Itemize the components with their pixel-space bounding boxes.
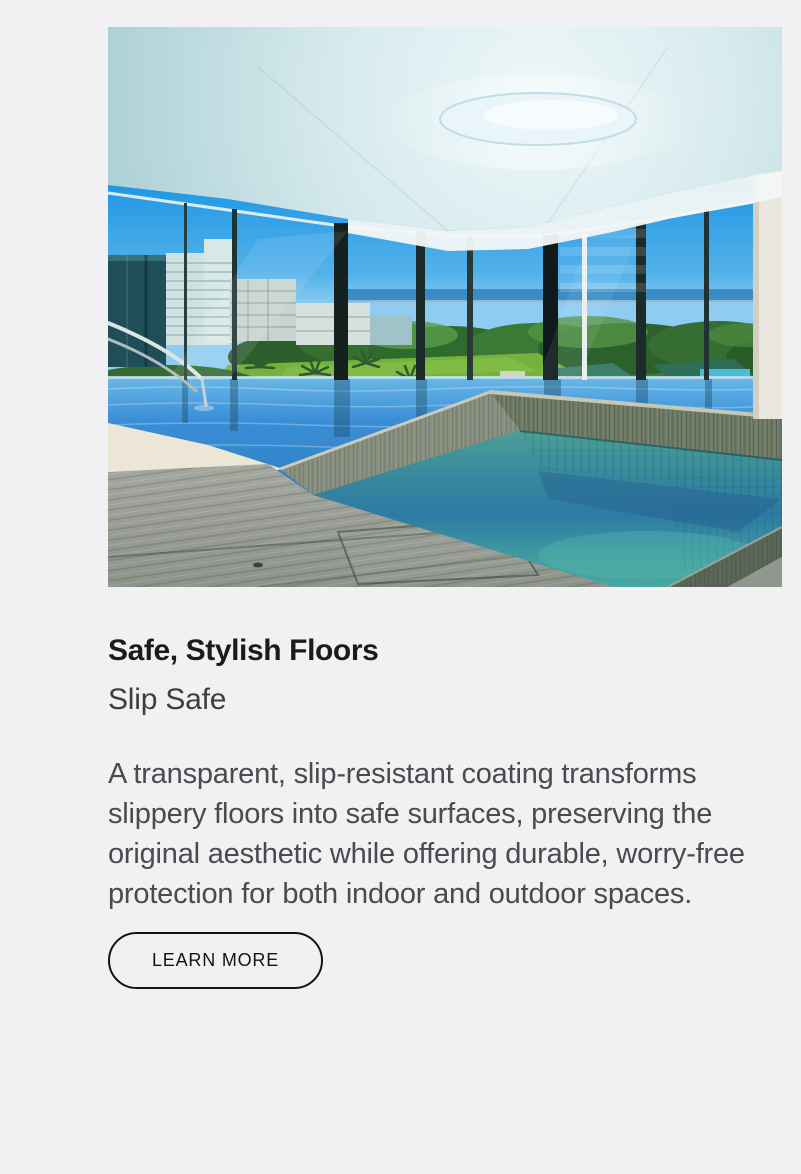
hero-image	[108, 27, 782, 587]
learn-more-button[interactable]: LEARN MORE	[108, 932, 323, 989]
promo-content	[108, 633, 782, 989]
skylight	[440, 93, 636, 145]
promo-page	[0, 27, 801, 1174]
promo-subheading: Slip Safe	[108, 683, 227, 716]
promo-description: A transparent, slip-resistant coating transforms slippery floors into safe surfaces, preserving the original aesthetic while offering durable, worry-free protection for both indoor and outdoor spaces.	[108, 758, 745, 910]
hero-photo-pool-scene	[108, 27, 782, 587]
promo-heading: Safe, Stylish Floors	[108, 634, 379, 667]
